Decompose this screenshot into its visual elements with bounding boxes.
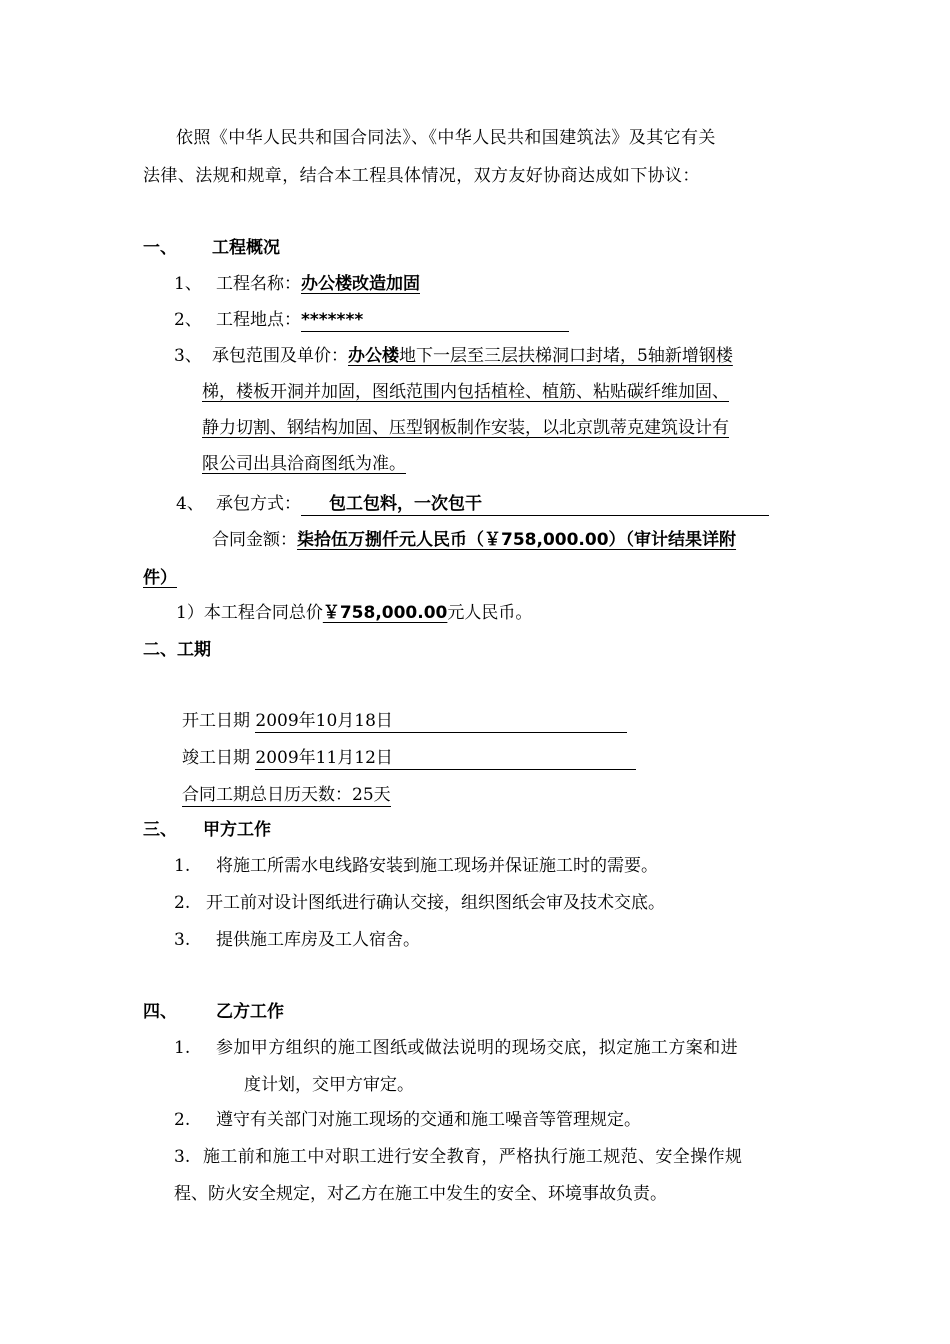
end-date-value: 2009年11月12日 xyxy=(255,747,636,770)
contract-amount-value: 柒拾伍万捌仟元人民币（￥758,000.00）（审计结果详附 xyxy=(297,530,737,550)
project-location-row xyxy=(216,308,569,332)
section-4-item-1-line-2: 度计划，交甲方审定。 xyxy=(244,1075,414,1095)
project-location-value: ******* xyxy=(301,309,569,332)
project-name-row xyxy=(216,272,420,296)
section-4-item-2-number: 2. xyxy=(174,1110,191,1130)
total-days-row xyxy=(182,783,391,807)
section-3-item-1-text: 将施工所需水电线路安装到施工现场并保证施工时的需要。 xyxy=(216,856,658,876)
start-date-label: 开工日期 xyxy=(182,711,250,731)
section-3-item-2-number: 2. xyxy=(174,893,191,913)
section-3-item-1-number: 1. xyxy=(174,856,191,876)
item-1-number: 1、 xyxy=(174,274,202,294)
contract-amount-label: 合同金额： xyxy=(212,530,297,550)
section-1-title: 工程概况 xyxy=(212,238,280,258)
contract-amount-row xyxy=(212,528,736,552)
scope-line-2: 梯，楼板开洞并加固，图纸范围内包括植栓、植筋、粘贴碳纤维加固、 xyxy=(202,382,729,402)
total-days-text: 合同工期总日历天数：25天 xyxy=(182,785,391,805)
end-date-row xyxy=(182,746,636,770)
intro-line-2: 法律、法规和规章，结合本工程具体情况，双方友好协商达成如下协议： xyxy=(143,166,700,186)
contract-amount-value-cont: 件） xyxy=(143,568,177,588)
contract-method-label: 承包方式： xyxy=(216,494,301,514)
section-4-number: 四、 xyxy=(143,1002,177,1022)
section-4-item-3-line-1: 施工前和施工中对职工进行安全教育，严格执行施工规范、安全操作规 xyxy=(203,1147,743,1167)
scope-building: 办公楼 xyxy=(348,346,399,366)
section-4-item-2-text: 遵守有关部门对施工现场的交通和施工噪音等管理规定。 xyxy=(216,1110,641,1130)
item-3-number: 3、 xyxy=(174,346,202,366)
contract-total-suffix: 元人民币。 xyxy=(447,603,533,623)
contract-total-value: ￥758,000.00 xyxy=(322,603,448,623)
section-4-title: 乙方工作 xyxy=(216,1002,284,1022)
section-4-item-1-line-1: 参加甲方组织的施工图纸或做法说明的现场交底，拟定施工方案和进 xyxy=(216,1038,738,1058)
project-location-label: 工程地点： xyxy=(216,310,301,330)
project-name-label: 工程名称： xyxy=(216,274,301,294)
section-4-item-3-line-2: 程、防火安全规定，对乙方在施工中发生的安全、环境事故负责。 xyxy=(174,1184,667,1204)
start-date-value: 2009年10月18日 xyxy=(255,710,627,733)
project-name-value: 办公楼改造加固 xyxy=(301,274,420,294)
start-date-row xyxy=(182,709,627,733)
contract-total-row xyxy=(176,601,532,625)
scope-label: 承包范围及单价： xyxy=(212,346,348,366)
end-date-label: 竣工日期 xyxy=(182,748,250,768)
section-3-title: 甲方工作 xyxy=(203,820,271,840)
section-3-number: 三、 xyxy=(143,820,177,840)
scope-line-3: 静力切割、钢结构加固、压型钢板制作安装，以北京凯蒂克建筑设计有 xyxy=(202,418,729,438)
scope-row-1 xyxy=(212,344,733,368)
section-3-item-2-text: 开工前对设计图纸进行确认交接，组织图纸会审及技术交底。 xyxy=(206,893,665,913)
item-2-number: 2、 xyxy=(174,310,202,330)
section-4-item-3-number: 3. xyxy=(174,1147,191,1167)
contract-method-row xyxy=(216,492,769,516)
section-3-item-3-text: 提供施工库房及工人宿舍。 xyxy=(216,930,420,950)
item-4-number: 4、 xyxy=(176,494,204,514)
section-1-number: 一、 xyxy=(143,238,177,258)
intro-line-1: 依照《中华人民共和国合同法》、《中华人民共和国建筑法》及其它有关 xyxy=(176,128,716,148)
section-3-item-3-number: 3. xyxy=(174,930,191,950)
section-2-title: 二、工期 xyxy=(143,640,211,660)
scope-line-4: 限公司出具洽商图纸为准。 xyxy=(202,454,406,474)
contract-total-prefix: 1）本工程合同总价 xyxy=(176,603,323,623)
contract-method-value: 包工包料，一次包干 xyxy=(301,493,769,516)
section-4-item-1-number: 1. xyxy=(174,1038,191,1058)
scope-line-1: 地下一层至三层扶梯洞口封堵，5轴新增钢楼 xyxy=(399,346,733,366)
